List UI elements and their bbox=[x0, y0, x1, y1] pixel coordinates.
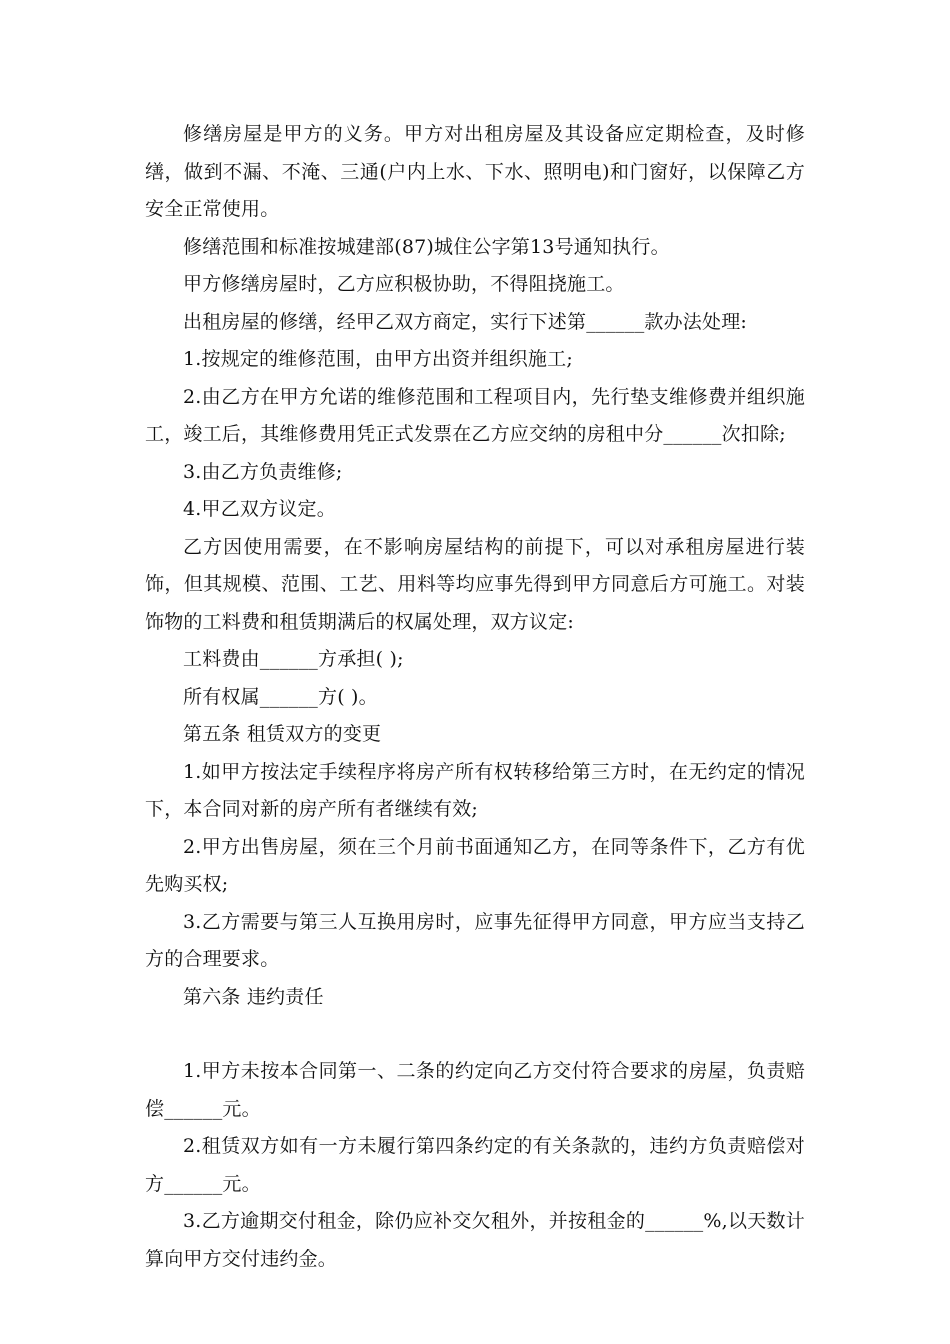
list-item: 2.甲方出售房屋，须在三个月前书面通知乙方，在同等条件下，乙方有优先购买权; bbox=[145, 835, 805, 895]
paragraph-material-cost: 工料费由______方承担( ); bbox=[183, 648, 404, 670]
list-item: 1.按规定的维修范围，由甲方出资并组织施工; bbox=[183, 348, 573, 370]
list-item: 1.如甲方按法定手续程序将房产所有权转移给第三方时，在无约定的情况下，本合同对新的房产所有者继续有效; bbox=[145, 760, 805, 820]
list-item: 3.乙方逾期交付租金，除仍应补交欠租外，并按租金的______%,以天数计算向甲方交付违约金。 bbox=[145, 1210, 805, 1270]
paragraph-repair-cooperation: 甲方修缮房屋时，乙方应积极协助，不得阻挠施工。 bbox=[183, 273, 625, 295]
list-item: 1.甲方未按本合同第一、二条的约定向乙方交付符合要求的房屋，负责赔偿______元。 bbox=[145, 1060, 805, 1120]
paragraph-repair-method: 出租房屋的修缮，经甲乙双方商定，实行下述第______款办法处理: bbox=[183, 310, 748, 333]
list-item: 4.甲乙双方议定。 bbox=[183, 498, 336, 520]
paragraph-repair-scope: 修缮范围和标准按城建部(87)城住公字第13号通知执行。 bbox=[183, 235, 670, 258]
list-item: 3.乙方需要与第三人互换用房时，应事先征得甲方同意，甲方应当支持乙方的合理要求。 bbox=[145, 910, 805, 970]
list-item: 2.由乙方在甲方允诺的维修范围和工程项目内，先行垫支维修费并组织施工，竣工后，其维修费用凭正式发票在乙方应交纳的房租中分______次扣除; bbox=[145, 385, 805, 445]
paragraph-ownership: 所有权属______方( )。 bbox=[183, 685, 378, 708]
paragraph-repair-obligation: 修缮房屋是甲方的义务。甲方对出租房屋及其设备应定期检查，及时修缮，做到不漏、不淹、三通(户内上水、下水、照明电)和门窗好，以保障乙方安全正常使用。 bbox=[145, 123, 805, 220]
section-heading-article-6: 第六条 违约责任 bbox=[183, 985, 324, 1008]
document-body bbox=[145, 116, 805, 1278]
list-item: 3.由乙方负责维修; bbox=[183, 460, 343, 483]
paragraph-decoration: 乙方因使用需要，在不影响房屋结构的前提下，可以对承租房屋进行装饰，但其规模、范围、工艺、用料等均应事先得到甲方同意后方可施工。对装饰物的工料费和租赁期满后的权属处理，双方议定: bbox=[145, 535, 805, 633]
spacer bbox=[145, 1016, 805, 1053]
list-item: 2.租赁双方如有一方未履行第四条约定的有关条款的，违约方负责赔偿对方______元。 bbox=[145, 1135, 805, 1195]
section-heading-article-5: 第五条 租赁双方的变更 bbox=[183, 723, 382, 745]
